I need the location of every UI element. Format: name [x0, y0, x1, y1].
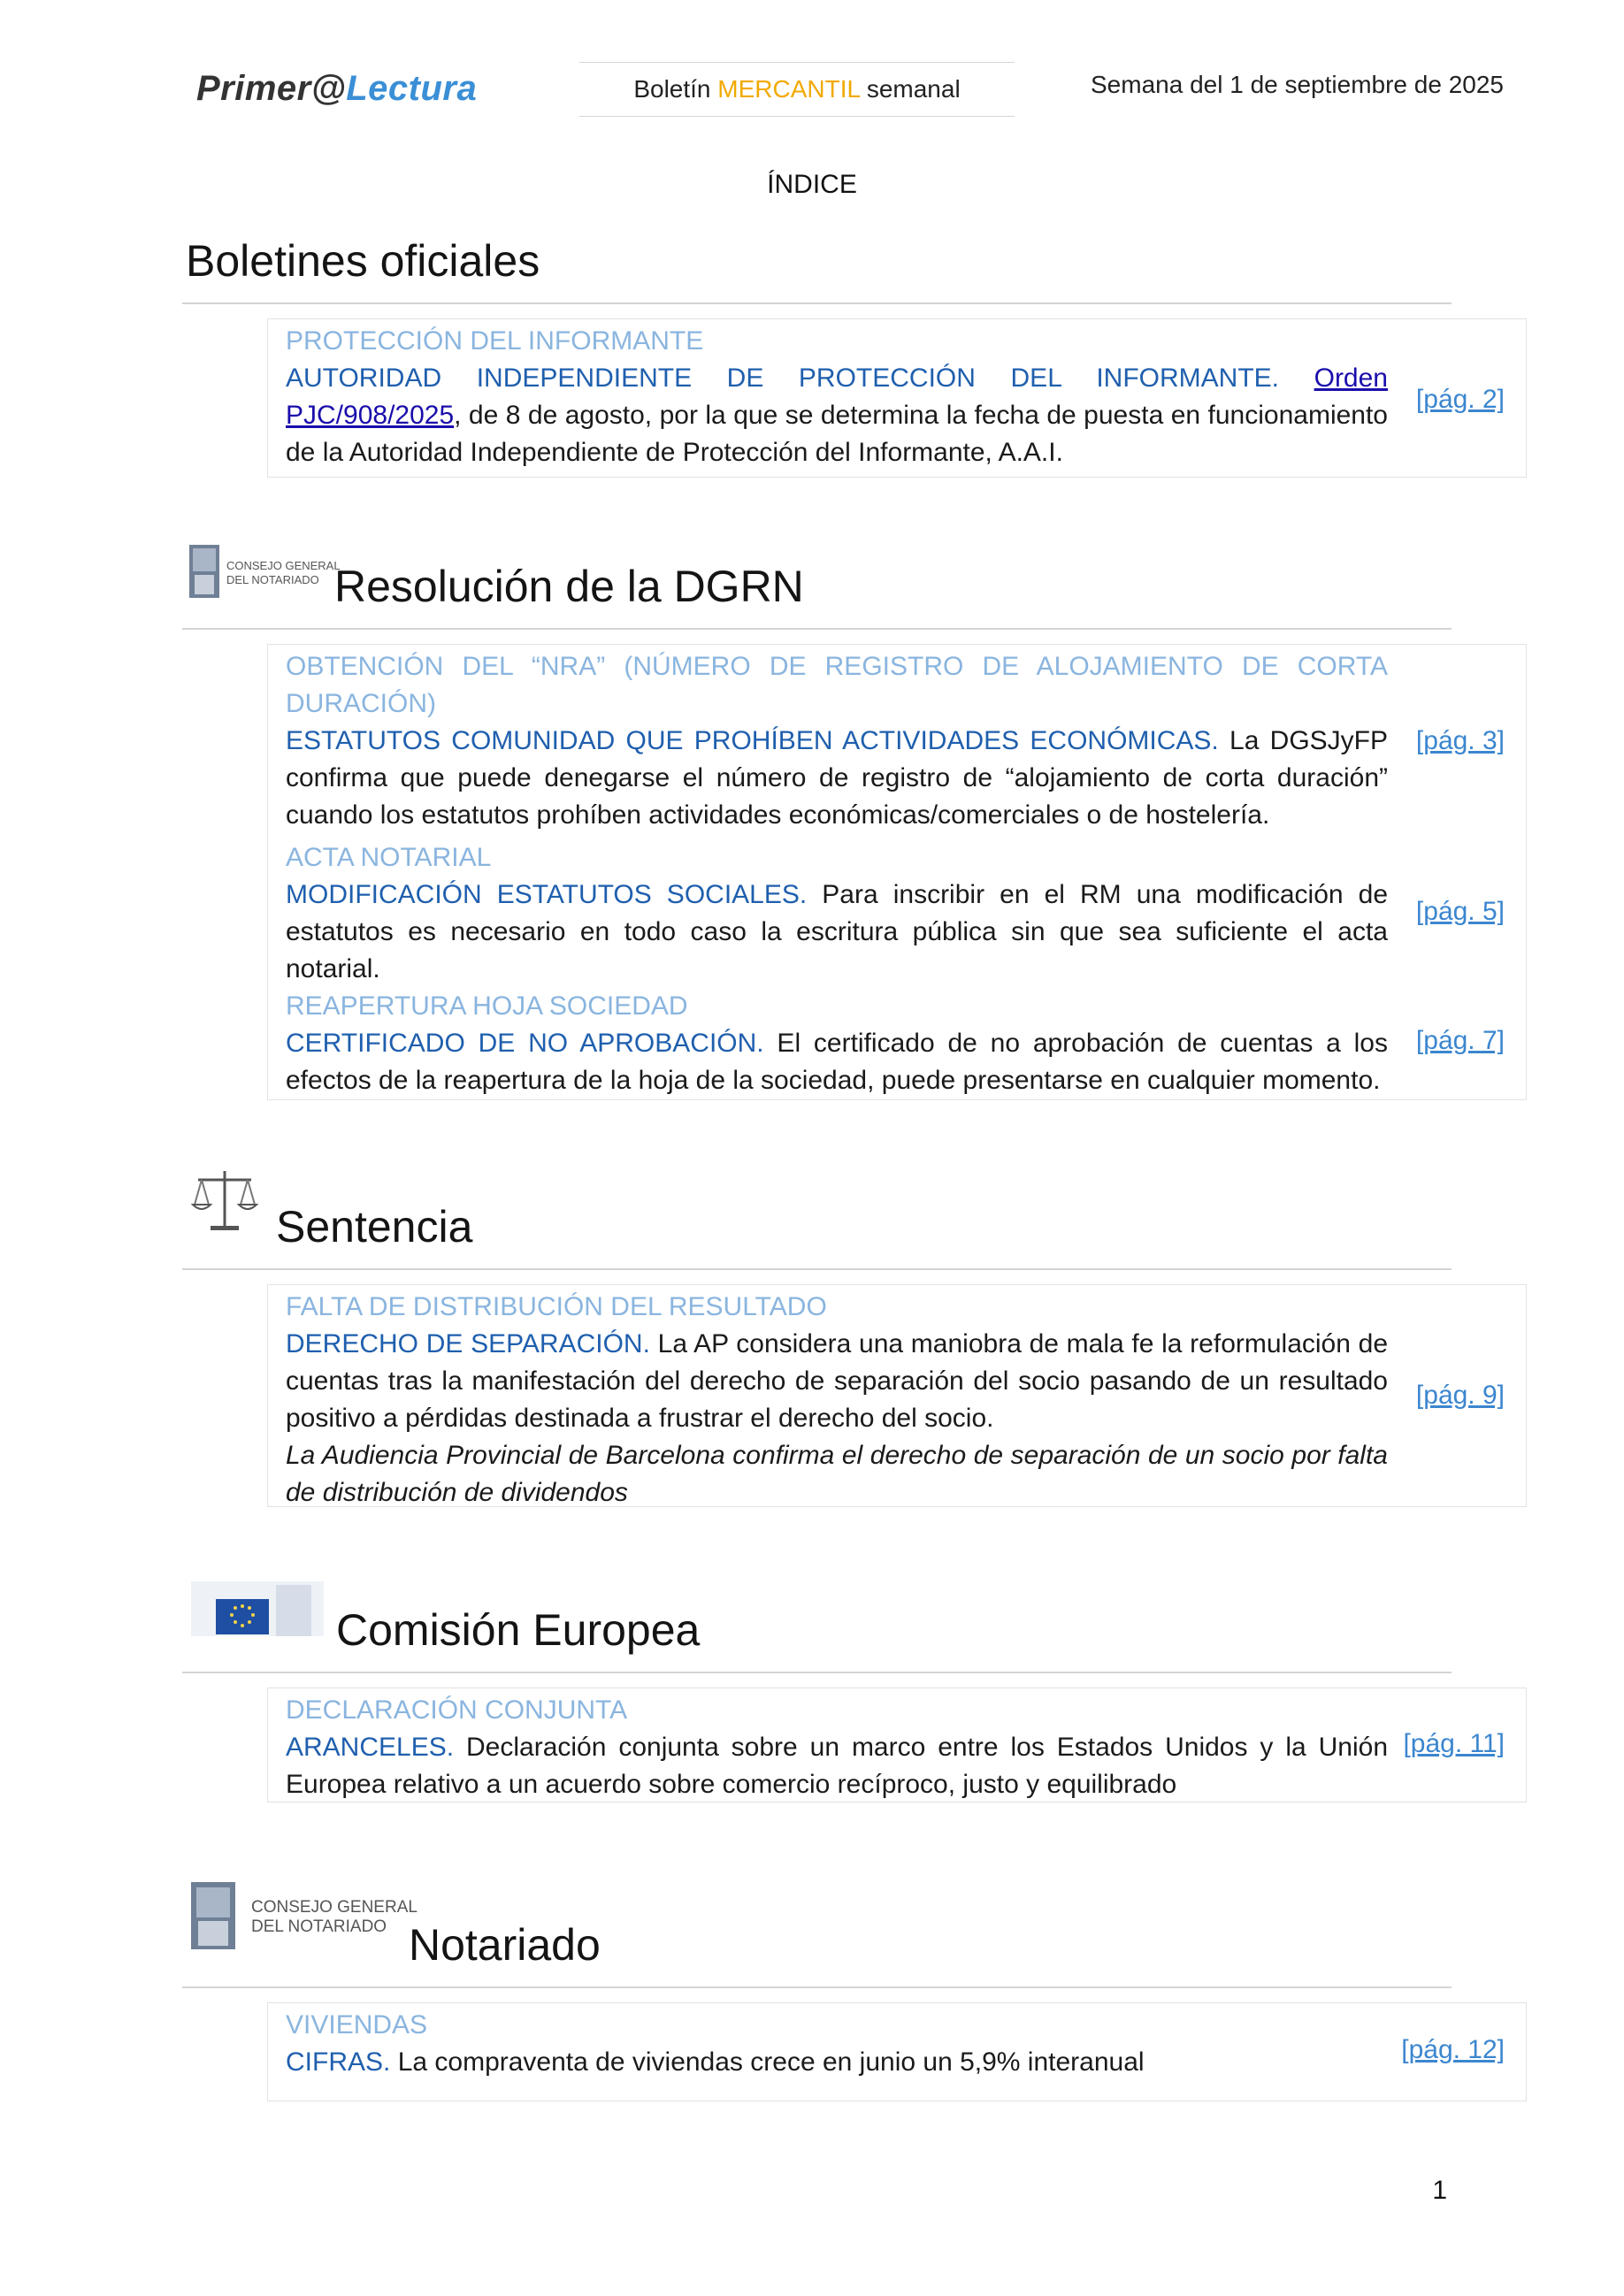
logo-part-2: Lectura: [346, 69, 478, 108]
entry-item: [286, 839, 1388, 988]
notariado-logo-icon: [189, 1875, 417, 1962]
entry-body: [286, 1729, 1388, 1803]
section-title-dgrn: Resolución de la DGRN: [334, 562, 804, 611]
section-divider: [182, 1672, 1452, 1673]
entry-text: Para inscribir en el RM una modificación de estatutos es necesario en todo caso la escritura pública sin que sea suficiente el acta notarial.: [286, 880, 1389, 983]
entry-item: [286, 648, 1388, 834]
notariado-logo-icon: [188, 543, 341, 605]
entry-category: OBTENCIÓN DEL “NRA” (NÚMERO DE REGISTRO DE ALOJAMIENTO DE CORTA DURACIÓN): [286, 652, 1388, 718]
page-link[interactable]: [pág. 5]: [1415, 897, 1505, 926]
entry-body: [286, 360, 1388, 471]
page-link[interactable]: [pág. 12]: [1401, 2035, 1505, 2064]
section-title-sentencia: Sentencia: [276, 1202, 473, 1251]
entry-box-boletines: [267, 318, 1527, 478]
entry-box-sentencia: [267, 1284, 1527, 1507]
entry-category: FALTA DE DISTRIBUCIÓN DEL RESULTADO: [286, 1292, 827, 1321]
entry-text: El certificado de no aprobación de cuentas a los efectos de la reapertura de la hoja de la sociedad, puede presentarse en cualquier momento.: [286, 1029, 1388, 1095]
entry-category: PROTECCIÓN DEL INFORMANTE: [286, 326, 704, 356]
logo-text-line-1: CONSEJO GENERAL: [251, 1898, 417, 1917]
scales-of-justice-icon: [189, 1166, 260, 1236]
european-commission-building-icon: [191, 1573, 324, 1643]
page-link[interactable]: [pág. 7]: [1415, 1026, 1505, 1055]
entry-topic: DERECHO DE SEPARACIÓN.: [286, 1329, 650, 1358]
page-number: 1: [1432, 2176, 1447, 2205]
entry-box-dgrn: [267, 644, 1527, 1100]
entry-body: [286, 1326, 1388, 1437]
section-title-notariado: Notariado: [409, 1920, 601, 1970]
entry-item: [286, 1692, 1388, 1803]
logo-text-line-1: CONSEJO GENERAL: [226, 559, 341, 572]
entry-text: La DGSJyFP confirma que puede denegarse el número de registro de “alojamiento de corta duración” cuando los estatutos prohíben actividades económicas/comerciales o de hostelería.: [286, 726, 1388, 830]
week-date: Semana del 1 de septiembre de 2025: [1091, 71, 1504, 98]
entry-item: [286, 988, 1388, 1099]
logo-part-1: Primer@: [196, 69, 347, 108]
entry-box-comision: [267, 1688, 1527, 1802]
bulletin-title: [579, 62, 1015, 117]
entry-body: [286, 1025, 1388, 1099]
section-title-comision: Comisión Europea: [336, 1605, 701, 1655]
entry-topic: ARANCELES.: [286, 1733, 455, 1762]
entry-body: [286, 723, 1388, 834]
entry-item: [286, 1289, 1388, 1512]
bulletin-title-post: semanal: [860, 75, 961, 103]
entry-topic: MODIFICACIÓN ESTATUTOS SOCIALES.: [286, 880, 808, 909]
bulletin-title-accent: MERCANTIL: [717, 75, 861, 103]
order-link[interactable]: Orden PJC/908/2025: [286, 364, 1388, 430]
index-title: ÍNDICE: [767, 170, 857, 199]
page-link[interactable]: [pág. 3]: [1415, 726, 1505, 755]
section-divider: [182, 628, 1452, 630]
section-title-boletines: Boletines oficiales: [186, 236, 540, 286]
entry-text: Declaración conjunta sobre un marco entre los Estados Unidos y la Unión Europea relativo a un acuerdo sobre comercio recíproco, justo y equilibrado: [286, 1733, 1388, 1799]
logo-text-line-2: DEL NOTARIADO: [251, 1917, 387, 1936]
page-link[interactable]: [pág. 9]: [1415, 1381, 1505, 1410]
page-link[interactable]: [pág. 11]: [1403, 1729, 1505, 1758]
entry-text: La AP considera una maniobra de mala fe la reformulación de cuentas tras la manifestación del derecho de separación del socio pasando de un resultado positivo a pérdidas destinada a frustrar el derecho del socio.: [286, 1329, 1389, 1433]
entry-text: La compraventa de viviendas crece en junio un 5,9% interanual: [390, 2047, 1145, 2077]
entry-category: VIVIENDAS: [286, 2010, 428, 2040]
entry-topic: ESTATUTOS COMUNIDAD QUE PROHÍBEN ACTIVIDADES ECONÓMICAS.: [286, 726, 1219, 755]
entry-quote: La Audiencia Provincial de Barcelona confirma el derecho de separación de un socio por falta de distribución de dividendos: [286, 1441, 1388, 1507]
section-divider: [182, 1268, 1452, 1270]
entry-item: [286, 2007, 1388, 2081]
entry-topic: CERTIFICADO DE NO APROBACIÓN.: [286, 1029, 764, 1058]
entry-body: [286, 2044, 1388, 2081]
entry-body: [286, 876, 1388, 988]
bulletin-title-pre: Boletín: [633, 75, 718, 103]
entry-box-notariado: [267, 2002, 1527, 2101]
page-link[interactable]: [pág. 2]: [1415, 385, 1505, 414]
entry-item: [286, 323, 1388, 471]
section-divider: [182, 1986, 1452, 1988]
entry-topic: AUTORIDAD INDEPENDIENTE DE PROTECCIÓN DEL INFORMANTE.: [286, 364, 1280, 393]
logo-text-line-2: DEL NOTARIADO: [226, 573, 319, 586]
entry-category: DECLARACIÓN CONJUNTA: [286, 1695, 628, 1725]
entry-category: ACTA NOTARIAL: [286, 843, 492, 872]
section-divider: [182, 302, 1452, 304]
entry-topic: CIFRAS.: [286, 2047, 391, 2077]
entry-category: REAPERTURA HOJA SOCIEDAD: [286, 991, 688, 1021]
entry-text: , de 8 de agosto, por la que se determina la fecha de puesta en funcionamiento de la Autoridad Independiente de Protección del Informante, A.A.I.: [286, 401, 1388, 467]
logo-primera-lectura: [196, 69, 477, 109]
